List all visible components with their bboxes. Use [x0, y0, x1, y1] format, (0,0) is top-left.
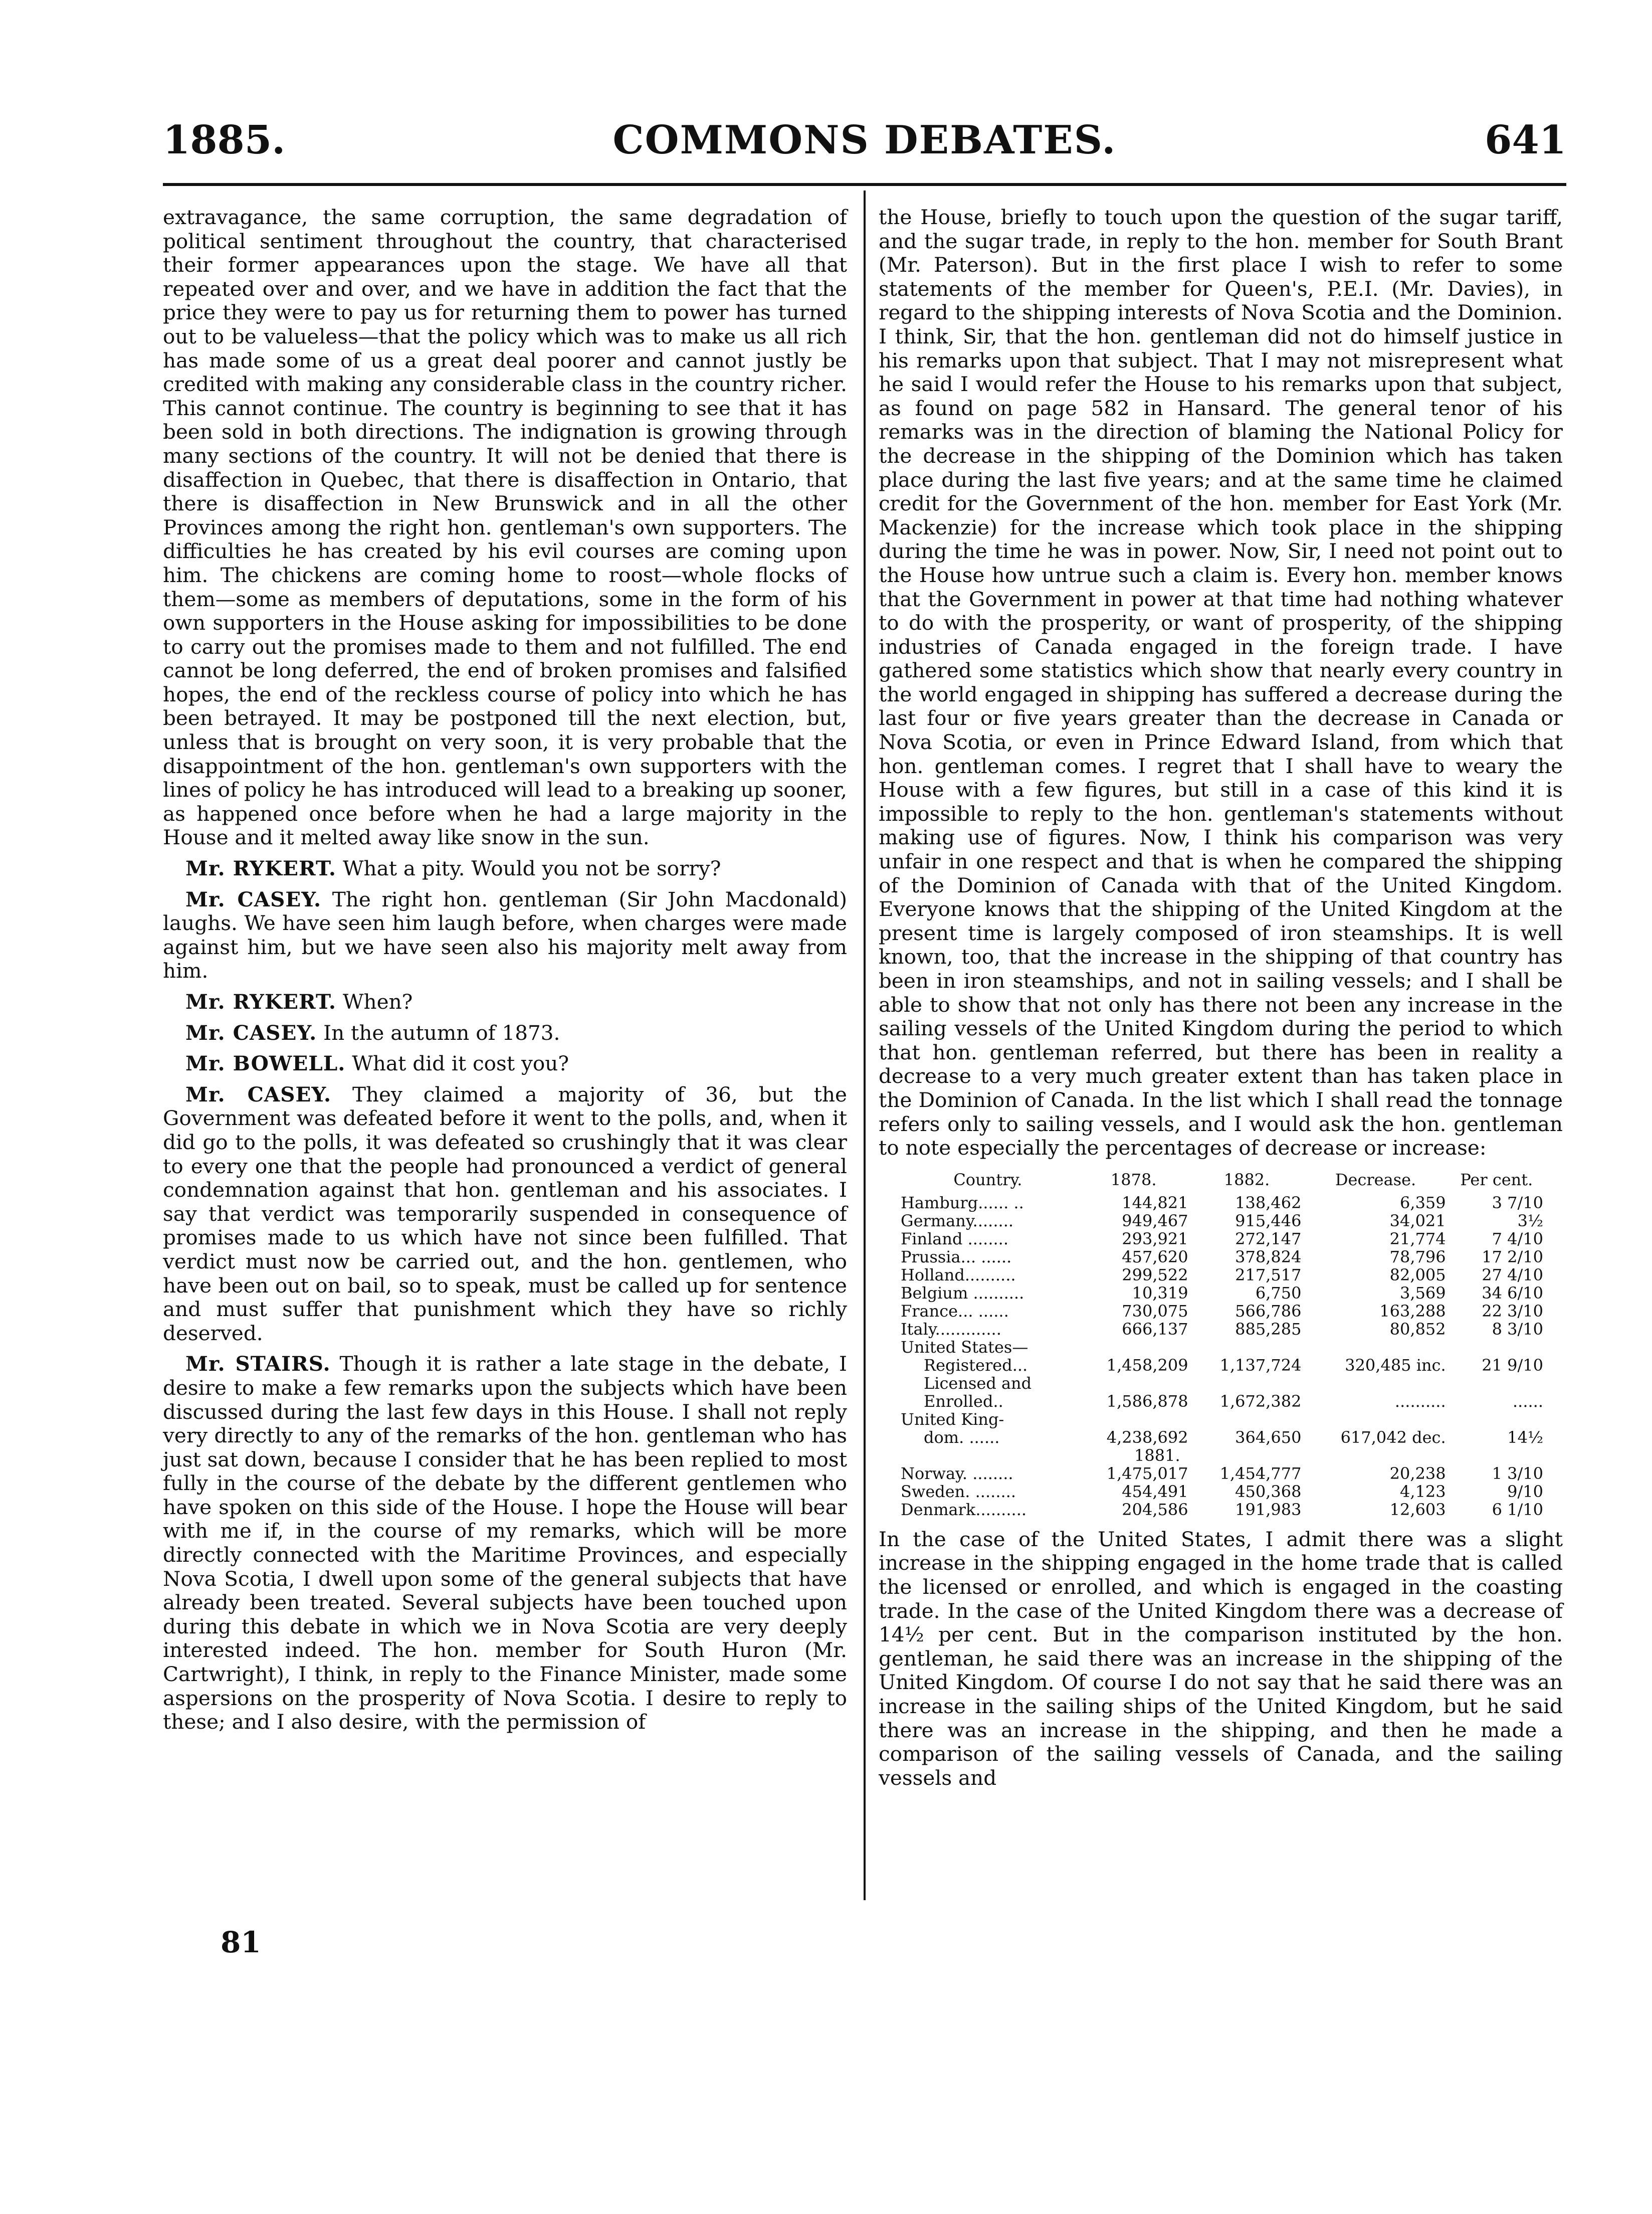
table-cell: Licensed and	[924, 1373, 1032, 1393]
text-paragraph: In the case of the United States, I admit there was a slight increase in the shipping engaged in the home trade that is called the licensed or enrolled, and which is engaged in the coasting trade. In the case of the United Kingdom there was a decrease of 14½ per cent. But in the comparison instituted by the hon. gentleman, he said there was an increase in the shipping of the United Kingdom. Of course I do not say that he said there was an increase in the sailing ships of the United Kingdom, but he said there was an increase in the shipping, and then he made a comparison of the sailing vessels of Canada, and the sailing vessels and	[879, 1527, 1563, 1790]
table-cell: 204,586	[1122, 1500, 1188, 1519]
table-cell: 915,446	[1235, 1211, 1302, 1230]
table-cell: 22 3/10	[1482, 1301, 1543, 1321]
table-cell: 1,586,878	[1106, 1391, 1188, 1411]
table-cell: 272,147	[1235, 1229, 1302, 1248]
table-cell: France... ......	[901, 1301, 1009, 1321]
table-cell: 217,517	[1235, 1265, 1302, 1284]
speech-paragraph	[163, 990, 847, 1014]
table-cell: 1,137,724	[1219, 1355, 1302, 1375]
table-row	[899, 1356, 1545, 1374]
speech-paragraph	[163, 1083, 847, 1346]
table-cell: 949,467	[1122, 1211, 1188, 1230]
table-group-label	[899, 1410, 1545, 1428]
speech-text: The right hon. gentleman (Sir John Macdonald) laughs. We have seen him laugh before, when charges were made against him, but we have seen also his majority melt away from him.	[163, 887, 848, 983]
table-cell: 617,042 dec.	[1340, 1427, 1446, 1447]
speaker-name: Mr. CASEY.	[185, 1082, 332, 1106]
table-cell: 1,454,777	[1219, 1463, 1302, 1483]
table-cell: 20,238	[1389, 1463, 1446, 1483]
speaker-name: Mr. CASEY.	[185, 887, 322, 911]
page	[163, 108, 1566, 2163]
table-cell: 6,359	[1400, 1193, 1446, 1212]
table-cell: 163,288	[1379, 1301, 1446, 1321]
table-cell: Finland ........	[901, 1229, 1008, 1248]
table-cell: 730,075	[1122, 1301, 1188, 1321]
table-row	[899, 1501, 1545, 1519]
table-cell: 3½	[1517, 1211, 1543, 1230]
table-cell: 21,774	[1389, 1229, 1446, 1248]
table-header: 1878.	[1110, 1170, 1157, 1189]
table-cell: Holland..........	[901, 1265, 1016, 1284]
shipping-table	[899, 1170, 1545, 1519]
table-header-row	[899, 1170, 1545, 1194]
speech-paragraph	[163, 857, 847, 881]
table-cell: 78,796	[1389, 1247, 1446, 1266]
table-cell: 457,620	[1122, 1247, 1188, 1266]
table-cell	[1190, 1374, 1304, 1392]
table-label: 1881.	[1134, 1445, 1180, 1465]
table-cell: 10,319	[1132, 1283, 1188, 1303]
table-row	[899, 1464, 1545, 1483]
page-header	[163, 108, 1566, 173]
table-row	[899, 1320, 1545, 1338]
table-group-label	[899, 1338, 1545, 1356]
header-title: COMMONS DEBATES.	[612, 117, 1117, 163]
table-row	[899, 1428, 1545, 1446]
speech-text: They claimed a majority of 36, but the Government was defeated before it went to the polls, and, when it did go to the polls, it was defeated so crushingly that it was clear to every one that the people had pronounced a verdict of general condemnation against that hon. gentleman and his associates. I say that verdict was temporarily suspended in consequence of promises made to us which have not since been fulfilled. That verdict must now be carried out, and the hon. gentlemen, who have been out on bail, so to speak, must be called up for sentence and must suffer that punishment which they have so richly deserved.	[163, 1082, 848, 1345]
speech-paragraph	[163, 888, 847, 983]
table-row	[899, 1212, 1545, 1230]
table-label: United States—	[901, 1337, 1028, 1357]
table-cell	[1077, 1374, 1190, 1392]
table-cell: 3 7/10	[1492, 1193, 1543, 1212]
speech-paragraph	[163, 1021, 847, 1045]
column-rule	[864, 191, 866, 1900]
text-paragraph: extravagance, the same corruption, the same degradation of political sentiment throughout the country, that characterised their former appearances upon the stage. We have all that repeated over and over, and we have in addition the fact that the price they were to pay us for returning them to power has turned out to be valueless—that the policy which was to make us all rich has made some of us a great deal poorer and cannot justly be credited with making any considerable class in the country richer. This cannot continue. The country is beginning to see that it has been sold in both directions. The indignation is growing through many sections of the country. It will not be denied that there is disaffection in Quebec, that there is disaffection in Ontario, that there is disaffection in New Brunswick and in all the other Provinces among the right hon. gentleman's own supporters. The difficulties he has created by his evil courses are coming upon him. The chickens are coming home to roost—whole flocks of them—some as members of deputations, some in the form of his own supporters in the House asking for impossibilities to be done to carry out the promises made to them and not fulfilled. The end cannot be long deferred, the end of broken promises and falsified hopes, the end of the reckless course of policy into which he has been betrayed. It may be postponed till the next election, but, unless that is brought on very soon, it is very probable that the disappointment of the hon. gentleman's own supporters with the lines of policy he has introduced will lead to a breaking up sooner, as happened once before when he had a large majority in the House and it melted away like snow in the sun.	[163, 205, 847, 850]
table-row	[899, 1392, 1545, 1410]
table-subheader	[899, 1446, 1545, 1464]
table-cell: ..........	[1394, 1391, 1446, 1411]
right-column-text-top	[879, 206, 1563, 1160]
header-page-number: 641	[1485, 117, 1566, 163]
signature-mark: 81	[221, 1925, 261, 1959]
speech-text: Though it is rather a late stage in the debate, I desire to make a few remarks upon the subjects which have been discussed during the last few days in this House. I shall not reply very directly to any of the remarks of the hon. gentleman who has just sat down, because I consider that he has been replied to most fully in the course of the debate by the different gentlemen who have spoken on this side of the House. I hope the House will bear with me if, in the course of my remarks, which will be more directly connected with the Maritime Provinces, and especially Nova Scotia, I dwell upon some of the general subjects that have already been treated. Several subjects have been touched upon during this debate in which we in Nova Scotia are very deeply interested indeed. The hon. member for South Huron (Mr. Cartwright), I think, in reply to the Finance Minister, made some aspersions on the prosperity of Nova Scotia. I desire to reply to these; and I also desire, with the permission of	[163, 1352, 847, 1734]
table-row	[899, 1483, 1545, 1501]
speech-paragraph	[163, 1052, 847, 1076]
table-cell: 80,852	[1389, 1319, 1446, 1339]
table-cell: 138,462	[1235, 1193, 1302, 1212]
speaker-name: Mr. BOWELL.	[185, 1051, 346, 1076]
speaker-name: Mr. CASEY.	[185, 1020, 317, 1045]
table-cell: 1,458,209	[1106, 1355, 1188, 1375]
table-cell: 7 4/10	[1492, 1229, 1543, 1248]
right-column	[879, 206, 1563, 1797]
speaker-name: Mr. STAIRS.	[185, 1352, 331, 1376]
speech-text: In the autumn of 1873.	[323, 1020, 560, 1045]
table-cell: 82,005	[1389, 1265, 1446, 1284]
table-cell: 4,238,692	[1106, 1427, 1188, 1447]
table-cell	[1303, 1374, 1448, 1392]
table-cell: Hamburg...... ..	[901, 1193, 1024, 1212]
table-cell: Enrolled..	[924, 1391, 1003, 1411]
speaker-name: Mr. RYKERT.	[185, 856, 337, 881]
table-header: Decrease.	[1335, 1170, 1416, 1189]
table-cell: 3,569	[1400, 1283, 1446, 1303]
table-cell	[1448, 1374, 1545, 1392]
table-cell: 191,983	[1235, 1500, 1302, 1519]
speaker-name: Mr. RYKERT.	[185, 990, 337, 1014]
table-row	[899, 1230, 1545, 1248]
table-cell: 9/10	[1507, 1482, 1543, 1501]
table-cell: 1 3/10	[1492, 1463, 1543, 1483]
table-cell: dom. ......	[924, 1427, 1000, 1447]
left-column	[163, 206, 847, 1741]
table-cell: 885,285	[1235, 1319, 1302, 1339]
table-row	[899, 1266, 1545, 1284]
speech-paragraph	[163, 1352, 847, 1734]
table-row	[899, 1284, 1545, 1302]
table-cell: 4,123	[1400, 1482, 1446, 1501]
table-header: 1882.	[1223, 1170, 1270, 1189]
table-cell: Sweden. ........	[901, 1482, 1016, 1501]
table-row	[899, 1194, 1545, 1212]
table-cell: Belgium ..........	[901, 1283, 1024, 1303]
table-cell: 1,475,017	[1106, 1463, 1188, 1483]
table-header: Country.	[953, 1170, 1022, 1189]
table-cell: 27 4/10	[1482, 1265, 1543, 1284]
table-cell: 566,786	[1235, 1301, 1302, 1321]
table-cell: 6 1/10	[1492, 1500, 1543, 1519]
table-row	[899, 1374, 1545, 1392]
header-rule	[163, 183, 1566, 186]
text-paragraph: the House, briefly to touch upon the question of the sugar tariff, and the sugar trade, in reply to the hon. member for South Brant (Mr. Paterson). But in the first place I wish to refer to some statements of the member for Queen's, P.E.I. (Mr. Davies), in regard to the shipping interests of Nova Scotia and the Dominion. I think, Sir, that the hon. gentleman did not do himself justice in his remarks upon that subject. That I may not misrepresent what he said I would refer the House to his remarks upon that subject, as found on page 582 in Hansard. The general tenor of his remarks was in the direction of blaming the National Policy for the decrease in the shipping of the Dominion which has taken place during the last five years; and at the same time he claimed credit for the Government of the hon. member for East York (Mr. Mackenzie) for the increase which took place in the shipping during the time he was in power. Now, Sir, I need not point out to the House how untrue such a claim is. Every hon. member knows that the Government in power at that time had nothing whatever to do with the prosperity, or want of prosperity, of the shipping industries of Canada engaged in the foreign trade. I have gathered some statistics which show that nearly every country in the world engaged in shipping has suffered a decrease during the last four or five years greater than the decrease in Canada or Nova Scotia, or even in Prince Edward Island, from which that hon. gentleman comes. I regret that I shall have to weary the House with a few figures, but still in a case of this kind it is impossible to reply to the hon. gentleman's statements without making use of figures. Now, I think his comparison was very unfair in one respect and that is when he compared the shipping of the Dominion of Canada with that of the United Kingdom. Everyone knows that the shipping of the United Kingdom at the present time is largely composed of iron steamships. It is well known, too, that the increase in the shipping of that country has been in iron steamships, and not in sailing vessels; and I shall be able to show that not only has there not been any increase in the sailing vessels of the United Kingdom during the period to which that hon. gentleman referred, but there has been in reality a decrease to a very much greater extent than has taken place in the Dominion of Canada. In the list which I shall read the tonnage refers only to sailing vessels, and I would ask the hon. gentleman to note especially the percentages of decrease or increase:	[879, 205, 1563, 1160]
table-cell: 34 6/10	[1482, 1283, 1543, 1303]
table-row	[899, 1248, 1545, 1266]
table-cell: 364,650	[1235, 1427, 1302, 1447]
table-cell: 293,921	[1122, 1229, 1188, 1248]
table-cell: 12,603	[1389, 1500, 1446, 1519]
table-cell: 6,750	[1255, 1283, 1302, 1303]
table-cell: Registered...	[924, 1355, 1028, 1375]
table-cell: Denmark..........	[901, 1500, 1027, 1519]
table-cell: Norway. ........	[901, 1463, 1013, 1483]
table-cell: 21 9/10	[1482, 1355, 1543, 1375]
speech-text: What did it cost you?	[352, 1051, 569, 1076]
table-cell: 320,485 inc.	[1345, 1355, 1446, 1375]
table-row	[899, 1302, 1545, 1320]
table-cell: 378,824	[1235, 1247, 1302, 1266]
table-cell: 1,672,382	[1219, 1391, 1302, 1411]
table-header: Per cent.	[1460, 1170, 1533, 1189]
header-year: 1885.	[163, 117, 286, 163]
table-cell: Germany........	[901, 1211, 1014, 1230]
table-cell: 8 3/10	[1492, 1319, 1543, 1339]
right-column-text-bottom	[879, 1528, 1563, 1790]
table-cell: 454,491	[1122, 1482, 1188, 1501]
speech-text: What a pity. Would you not be sorry?	[342, 856, 721, 881]
table-cell: 34,021	[1389, 1211, 1446, 1230]
table-cell: Italy.............	[901, 1319, 1001, 1339]
table-cell: ......	[1512, 1391, 1543, 1411]
table-cell: Prussia... ......	[901, 1247, 1012, 1266]
table-cell: 299,522	[1122, 1265, 1188, 1284]
table-cell: 144,821	[1122, 1193, 1188, 1212]
table-label: United King-	[901, 1409, 1004, 1429]
table-cell: 14½	[1507, 1427, 1543, 1447]
table-cell: 17 2/10	[1482, 1247, 1543, 1266]
table-cell: 450,368	[1235, 1482, 1302, 1501]
speech-text: When?	[342, 990, 413, 1014]
table-cell: 666,137	[1122, 1319, 1188, 1339]
